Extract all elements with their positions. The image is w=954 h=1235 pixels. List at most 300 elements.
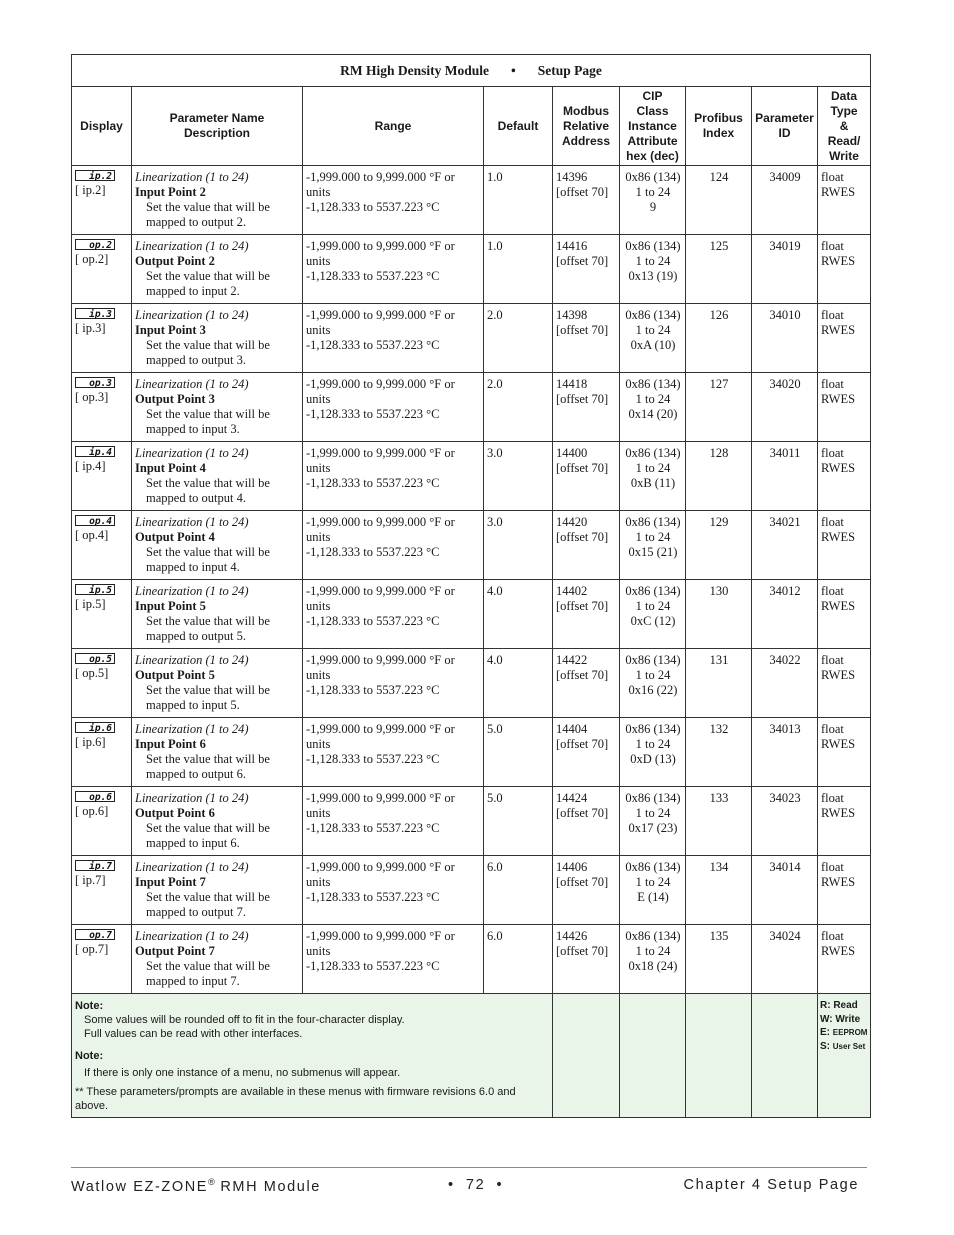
svg-text:ip.5: ip.5 (89, 585, 112, 595)
data-type: float (821, 722, 844, 736)
footer-rule (71, 1167, 867, 1168)
modbus-offset: [offset 70] (556, 323, 609, 337)
parameter-id: 34024 (769, 929, 801, 943)
default-cell (484, 925, 553, 994)
display-code: [ ip.5] (75, 597, 106, 611)
data-type: float (821, 860, 844, 874)
seven-segment-display-icon (75, 170, 115, 181)
modbus-address: 14402 (556, 584, 588, 598)
data-type-cell (818, 373, 871, 442)
parameter-description: Set the value that will be mapped to output 5. (146, 614, 270, 643)
seven-segment-display-icon (75, 791, 115, 802)
seven-segment-display-icon (75, 653, 115, 664)
range-fahrenheit: -1,999.000 to 9,999.000 °F or units (306, 377, 455, 406)
display-cell (72, 166, 132, 235)
default-cell (484, 580, 553, 649)
default-cell (484, 718, 553, 787)
cip-instance: 1 to 24 (635, 668, 671, 682)
display-code: [ ip.4] (75, 459, 106, 473)
range-celsius: -1,128.333 to 5537.223 °C (306, 890, 440, 904)
range-cell (303, 649, 484, 718)
parameter-name: Input Point 4 (135, 461, 206, 475)
profibus-cell (686, 235, 752, 304)
cip-class: 0x86 (134) (625, 515, 681, 529)
svg-text:op.3: op.3 (89, 378, 112, 388)
data-type: float (821, 446, 844, 460)
cip-instance: 1 to 24 (635, 323, 671, 337)
range-cell (303, 166, 484, 235)
parameter-id: 34020 (769, 377, 801, 391)
menu-name: Linearization (1 to 24) (135, 722, 249, 736)
parameter-description: Set the value that will be mapped to input 5. (146, 683, 270, 712)
cip-instance: 1 to 24 (635, 185, 671, 199)
default-cell (484, 235, 553, 304)
notes-cell (72, 994, 553, 1118)
parameter-cell (132, 925, 303, 994)
modbus-address: 14396 (556, 170, 588, 184)
modbus-cell (553, 718, 620, 787)
modbus-offset: [offset 70] (556, 599, 609, 613)
cip-class: 0x86 (134) (625, 377, 681, 391)
legend-eeprom: E: EEPROM (820, 1027, 868, 1038)
cip-cell (620, 787, 686, 856)
header-row (72, 87, 871, 166)
display-cell (72, 304, 132, 373)
parameter-id-cell (752, 511, 818, 580)
menu-name: Linearization (1 to 24) (135, 653, 249, 667)
header-range: Range (303, 87, 484, 166)
modbus-cell (553, 649, 620, 718)
legend-read: R: Read (820, 1000, 858, 1011)
svg-text:op.7: op.7 (89, 930, 112, 940)
modbus-offset: [offset 70] (556, 737, 609, 751)
range-fahrenheit: -1,999.000 to 9,999.000 °F or units (306, 515, 455, 544)
data-type: float (821, 653, 844, 667)
cip-attribute: E (14) (637, 890, 669, 904)
modbus-address: 14400 (556, 446, 588, 460)
parameter-id: 34012 (769, 584, 801, 598)
svg-text:ip.6: ip.6 (89, 723, 112, 733)
range-fahrenheit: -1,999.000 to 9,999.000 °F or units (306, 929, 455, 958)
note-heading: Note: (75, 1000, 104, 1012)
cip-cell (620, 442, 686, 511)
parameter-id-cell (752, 442, 818, 511)
parameter-id: 34011 (769, 446, 801, 460)
default-value: 6.0 (487, 860, 503, 874)
parameter-id-cell (752, 235, 818, 304)
parameter-description: Set the value that will be mapped to output 7. (146, 890, 270, 919)
parameter-cell (132, 649, 303, 718)
menu-name: Linearization (1 to 24) (135, 929, 249, 943)
display-code: [ op.4] (75, 528, 109, 542)
empty-note-cell (620, 994, 686, 1118)
profibus-index: 126 (709, 308, 729, 322)
cip-cell (620, 649, 686, 718)
parameter-description: Set the value that will be mapped to output 6. (146, 752, 270, 781)
seven-segment-display-icon (75, 722, 115, 733)
profibus-cell (686, 856, 752, 925)
profibus-cell (686, 304, 752, 373)
notes-row (72, 994, 871, 1118)
cip-instance: 1 to 24 (635, 806, 671, 820)
modbus-offset: [offset 70] (556, 530, 609, 544)
display-cell (72, 649, 132, 718)
default-value: 3.0 (487, 515, 503, 529)
parameter-description: Set the value that will be mapped to input 3. (146, 407, 270, 436)
modbus-address: 14398 (556, 308, 588, 322)
modbus-cell (553, 787, 620, 856)
parameter-cell (132, 235, 303, 304)
read-write: RWES (821, 668, 856, 682)
seven-segment-display-icon (75, 584, 115, 595)
data-type-cell (818, 925, 871, 994)
table-row (72, 442, 871, 511)
parameter-name: Output Point 2 (135, 254, 215, 268)
default-value: 4.0 (487, 584, 503, 598)
parameter-id-cell (752, 649, 818, 718)
menu-name: Linearization (1 to 24) (135, 308, 249, 322)
legend-user-set: S: User Set (820, 1040, 866, 1052)
display-cell (72, 787, 132, 856)
modbus-offset: [offset 70] (556, 254, 609, 268)
range-cell (303, 304, 484, 373)
display-code: [ op.6] (75, 804, 109, 818)
data-type: float (821, 929, 844, 943)
default-value: 4.0 (487, 653, 503, 667)
default-cell (484, 304, 553, 373)
menu-name: Linearization (1 to 24) (135, 239, 249, 253)
data-type-cell (818, 511, 871, 580)
default-value: 5.0 (487, 791, 503, 805)
modbus-address: 14416 (556, 239, 588, 253)
profibus-cell (686, 511, 752, 580)
cip-instance: 1 to 24 (635, 392, 671, 406)
modbus-offset: [offset 70] (556, 668, 609, 682)
cip-attribute: 0x16 (22) (628, 683, 678, 697)
table-row (72, 649, 871, 718)
cip-instance: 1 to 24 (635, 875, 671, 889)
cip-cell (620, 304, 686, 373)
data-type-cell (818, 304, 871, 373)
cip-attribute: 0xC (12) (630, 614, 676, 628)
profibus-cell (686, 373, 752, 442)
range-celsius: -1,128.333 to 5537.223 °C (306, 821, 440, 835)
default-cell (484, 511, 553, 580)
seven-segment-display-icon (75, 308, 115, 319)
note-heading: Note: (75, 1050, 104, 1062)
cip-instance: 1 to 24 (635, 599, 671, 613)
data-type-cell (818, 166, 871, 235)
cip-attribute: 0x18 (24) (628, 959, 678, 973)
table-row (72, 304, 871, 373)
modbus-offset: [offset 70] (556, 185, 609, 199)
profibus-cell (686, 925, 752, 994)
header-default: Default (484, 87, 553, 166)
profibus-index: 131 (709, 653, 729, 667)
display-code: [ ip.3] (75, 321, 106, 335)
parameter-id: 34014 (769, 860, 801, 874)
cip-instance: 1 to 24 (635, 530, 671, 544)
range-fahrenheit: -1,999.000 to 9,999.000 °F or units (306, 860, 455, 889)
modbus-address: 14406 (556, 860, 588, 874)
range-celsius: -1,128.333 to 5537.223 °C (306, 959, 440, 973)
note-text: If there is only one instance of a menu, no submenus will appear. (84, 1067, 401, 1079)
parameter-table (71, 54, 871, 1118)
profibus-cell (686, 718, 752, 787)
modbus-offset: [offset 70] (556, 461, 609, 475)
data-type-cell (818, 235, 871, 304)
range-fahrenheit: -1,999.000 to 9,999.000 °F or units (306, 584, 455, 613)
display-code: [ ip.7] (75, 873, 106, 887)
range-fahrenheit: -1,999.000 to 9,999.000 °F or units (306, 308, 455, 337)
cip-attribute: 0x17 (23) (628, 821, 678, 835)
table-row (72, 166, 871, 235)
seven-segment-display-icon (75, 860, 115, 871)
parameter-id-cell (752, 166, 818, 235)
parameter-description: Set the value that will be mapped to input 4. (146, 545, 270, 574)
parameter-description: Set the value that will be mapped to input 2. (146, 269, 270, 298)
range-cell (303, 925, 484, 994)
table-row (72, 373, 871, 442)
parameter-id-cell (752, 580, 818, 649)
default-value: 5.0 (487, 722, 503, 736)
profibus-index: 124 (709, 170, 729, 184)
parameter-description: Set the value that will be mapped to input 6. (146, 821, 270, 850)
parameter-description: Set the value that will be mapped to output 4. (146, 476, 270, 505)
default-cell (484, 856, 553, 925)
range-fahrenheit: -1,999.000 to 9,999.000 °F or units (306, 653, 455, 682)
parameter-name: Output Point 4 (135, 530, 215, 544)
range-cell (303, 787, 484, 856)
profibus-index: 125 (709, 239, 729, 253)
parameter-id: 34023 (769, 791, 801, 805)
cip-cell (620, 373, 686, 442)
display-code: [ op.7] (75, 942, 109, 956)
profibus-index: 133 (709, 791, 729, 805)
table-row (72, 787, 871, 856)
modbus-cell (553, 925, 620, 994)
range-celsius: -1,128.333 to 5537.223 °C (306, 476, 440, 490)
parameter-id: 34009 (769, 170, 801, 184)
parameter-cell (132, 442, 303, 511)
svg-text:ip.2: ip.2 (89, 171, 112, 181)
cip-attribute: 0xB (11) (630, 476, 676, 490)
range-celsius: -1,128.333 to 5537.223 °C (306, 614, 440, 628)
parameter-id: 34013 (769, 722, 801, 736)
parameter-cell (132, 580, 303, 649)
table-row (72, 580, 871, 649)
cip-cell (620, 511, 686, 580)
table-row (72, 856, 871, 925)
note-text: Full values can be read with other interfaces. (84, 1028, 303, 1040)
data-type-cell (818, 787, 871, 856)
parameter-id-cell (752, 787, 818, 856)
default-value: 2.0 (487, 377, 503, 391)
default-cell (484, 166, 553, 235)
profibus-cell (686, 787, 752, 856)
title-bullet: • (511, 62, 516, 78)
modbus-cell (553, 856, 620, 925)
parameter-name: Input Point 5 (135, 599, 206, 613)
svg-text:op.6: op.6 (89, 792, 112, 802)
modbus-cell (553, 442, 620, 511)
parameter-cell (132, 166, 303, 235)
menu-name: Linearization (1 to 24) (135, 860, 249, 874)
read-write: RWES (821, 875, 856, 889)
data-type-cell (818, 580, 871, 649)
empty-note-cell (686, 994, 752, 1118)
profibus-cell (686, 166, 752, 235)
profibus-cell (686, 580, 752, 649)
cip-cell (620, 166, 686, 235)
range-cell (303, 442, 484, 511)
read-write: RWES (821, 254, 856, 268)
header-parameter-name: Parameter Name Description (132, 87, 303, 166)
svg-text:ip.4: ip.4 (89, 447, 112, 457)
module-title: RM High Density Module (340, 62, 490, 78)
read-write: RWES (821, 461, 856, 475)
menu-name: Linearization (1 to 24) (135, 377, 249, 391)
parameter-description: Set the value that will be mapped to output 3. (146, 338, 270, 367)
seven-segment-display-icon (75, 377, 115, 388)
menu-name: Linearization (1 to 24) (135, 515, 249, 529)
parameter-id-cell (752, 373, 818, 442)
data-type: float (821, 584, 844, 598)
display-cell (72, 856, 132, 925)
data-type-cell (818, 718, 871, 787)
range-celsius: -1,128.333 to 5537.223 °C (306, 200, 440, 214)
modbus-offset: [offset 70] (556, 392, 609, 406)
cip-instance: 1 to 24 (635, 944, 671, 958)
cip-class: 0x86 (134) (625, 308, 681, 322)
range-cell (303, 235, 484, 304)
data-type: float (821, 308, 844, 322)
parameter-description: Set the value that will be mapped to input 7. (146, 959, 270, 988)
modbus-cell (553, 235, 620, 304)
svg-text:ip.3: ip.3 (89, 309, 112, 319)
range-celsius: -1,128.333 to 5537.223 °C (306, 338, 440, 352)
profibus-index: 129 (709, 515, 729, 529)
seven-segment-display-icon (75, 929, 115, 940)
display-code: [ op.5] (75, 666, 109, 680)
parameter-cell (132, 304, 303, 373)
parameter-name: Input Point 6 (135, 737, 206, 751)
data-type: float (821, 377, 844, 391)
note-text: Some values will be rounded off to fit in the four-character display. (84, 1014, 405, 1026)
parameter-id-cell (752, 925, 818, 994)
parameter-cell (132, 718, 303, 787)
table-row (72, 235, 871, 304)
parameter-name: Input Point 7 (135, 875, 206, 889)
modbus-offset: [offset 70] (556, 944, 609, 958)
modbus-address: 14422 (556, 653, 588, 667)
range-cell (303, 373, 484, 442)
default-value: 2.0 (487, 308, 503, 322)
data-type-cell (818, 856, 871, 925)
range-cell (303, 511, 484, 580)
parameter-cell (132, 856, 303, 925)
display-code: [ ip.6] (75, 735, 106, 749)
modbus-cell (553, 580, 620, 649)
data-type: float (821, 170, 844, 184)
modbus-cell (553, 511, 620, 580)
header-cip: CIP Class Instance Attribute hex (dec) (620, 87, 686, 166)
cip-cell (620, 856, 686, 925)
menu-name: Linearization (1 to 24) (135, 446, 249, 460)
cip-attribute: 0x14 (20) (628, 407, 678, 421)
profibus-index: 130 (709, 584, 729, 598)
profibus-cell (686, 649, 752, 718)
parameter-name: Output Point 6 (135, 806, 215, 820)
display-cell (72, 235, 132, 304)
table-title (72, 55, 871, 87)
read-write: RWES (821, 737, 856, 751)
svg-text:ip.7: ip.7 (89, 861, 112, 871)
parameter-name: Input Point 3 (135, 323, 206, 337)
read-write: RWES (821, 185, 856, 199)
parameter-id: 34021 (769, 515, 801, 529)
modbus-address: 14418 (556, 377, 588, 391)
legend-write: W: Write (820, 1013, 861, 1025)
table-row (72, 511, 871, 580)
svg-text:op.2: op.2 (89, 240, 112, 250)
modbus-address: 14426 (556, 929, 588, 943)
menu-name: Linearization (1 to 24) (135, 584, 249, 598)
data-type: float (821, 515, 844, 529)
modbus-offset: [offset 70] (556, 806, 609, 820)
range-celsius: -1,128.333 to 5537.223 °C (306, 683, 440, 697)
header-profibus: Profibus Index (686, 87, 752, 166)
read-write: RWES (821, 806, 856, 820)
firmware-note: ** These parameters/prompts are available in these menus with firmware revisions 6.0 and above. (75, 1086, 516, 1112)
parameter-cell (132, 373, 303, 442)
cip-cell (620, 925, 686, 994)
cip-instance: 1 to 24 (635, 737, 671, 751)
read-write: RWES (821, 530, 856, 544)
menu-name: Linearization (1 to 24) (135, 170, 249, 184)
cip-class: 0x86 (134) (625, 722, 681, 736)
modbus-cell (553, 166, 620, 235)
cip-class: 0x86 (134) (625, 653, 681, 667)
cip-class: 0x86 (134) (625, 929, 681, 943)
modbus-cell (553, 304, 620, 373)
cip-cell (620, 235, 686, 304)
range-fahrenheit: -1,999.000 to 9,999.000 °F or units (306, 446, 455, 475)
cip-class: 0x86 (134) (625, 584, 681, 598)
parameter-id-cell (752, 856, 818, 925)
read-write: RWES (821, 392, 856, 406)
read-write: RWES (821, 323, 856, 337)
range-fahrenheit: -1,999.000 to 9,999.000 °F or units (306, 239, 455, 268)
read-write: RWES (821, 599, 856, 613)
cip-cell (620, 718, 686, 787)
range-celsius: -1,128.333 to 5537.223 °C (306, 407, 440, 421)
range-fahrenheit: -1,999.000 to 9,999.000 °F or units (306, 791, 455, 820)
footer-product: Watlow EZ-ZONE® RMH Module (71, 1177, 321, 1195)
data-type: float (821, 791, 844, 805)
parameter-cell (132, 787, 303, 856)
display-cell (72, 373, 132, 442)
menu-name: Linearization (1 to 24) (135, 791, 249, 805)
cip-cell (620, 580, 686, 649)
modbus-address: 14404 (556, 722, 588, 736)
display-code: [ ip.2] (75, 183, 106, 197)
default-value: 6.0 (487, 929, 503, 943)
range-celsius: -1,128.333 to 5537.223 °C (306, 752, 440, 766)
cip-attribute: 0x15 (21) (628, 545, 678, 559)
cip-attribute: 9 (649, 200, 657, 214)
profibus-index: 135 (709, 929, 729, 943)
